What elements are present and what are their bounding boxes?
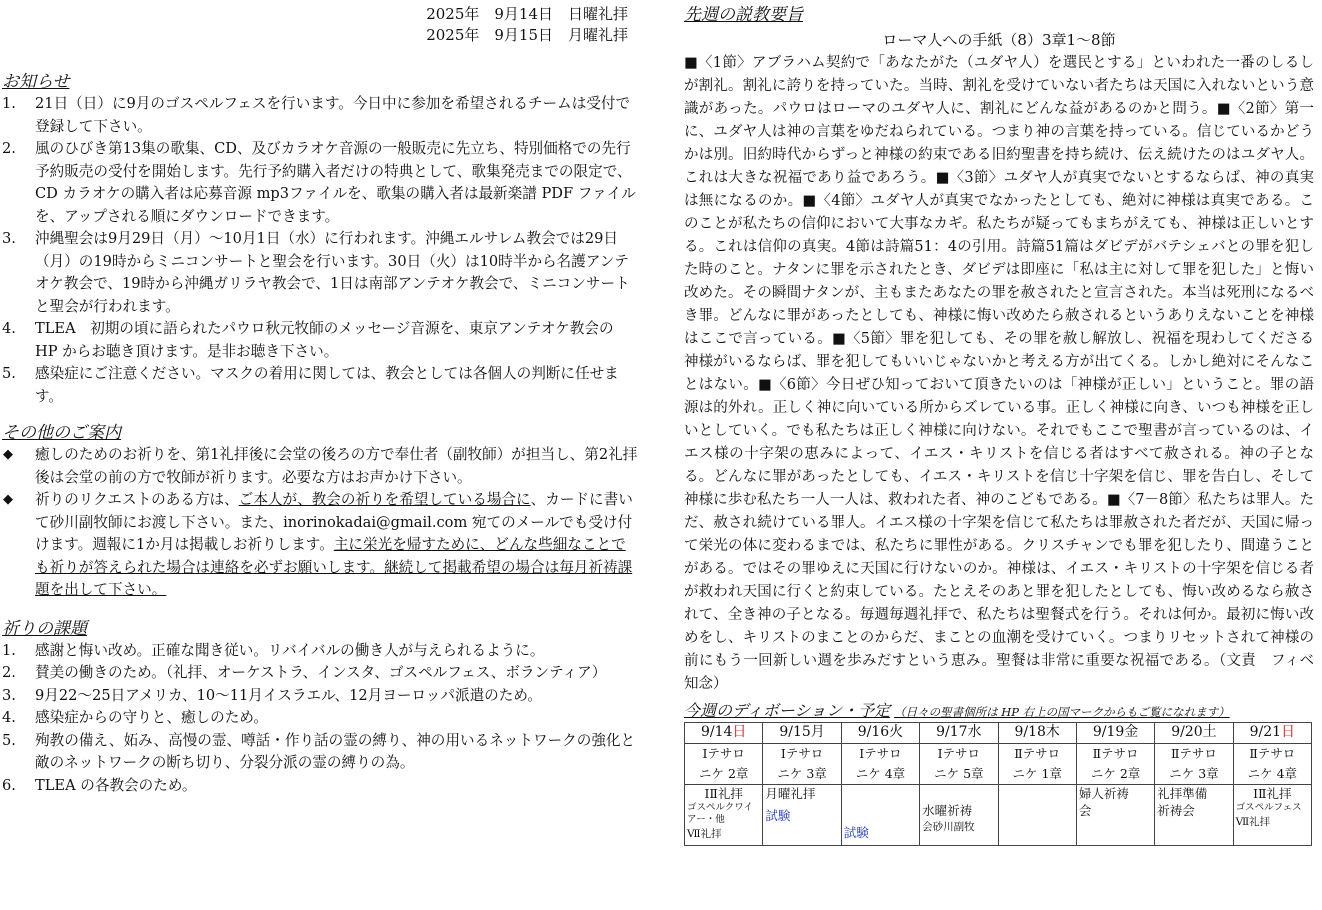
- item-text: 9月22～25日アメリカ、10～11月イスラエル、12月ヨーロッパ派遣のため。: [35, 686, 542, 704]
- devotion-schedule-table: [684, 722, 1312, 846]
- date-text: 9/17: [936, 724, 968, 740]
- date-cell: [998, 723, 1076, 744]
- date-cell: [920, 723, 998, 744]
- date-cell: [685, 723, 763, 744]
- chapter-text: ニケ 1章: [1012, 766, 1062, 781]
- list-item: [2, 138, 638, 228]
- weekday-text: 日: [732, 724, 747, 740]
- scripture-cell: [998, 744, 1076, 785]
- date-cell: [763, 723, 841, 744]
- scripture-cell: [841, 744, 919, 785]
- item-text: 21日（日）に9月のゴスペルフェスを行います。今日中に参加を希望されるチームは受付で登録して下さい。: [35, 95, 631, 135]
- weekday-text: 土: [1202, 724, 1217, 740]
- list-item: [2, 489, 638, 602]
- event-cell: [841, 785, 919, 846]
- weekday-text: 金: [1124, 724, 1139, 740]
- event-cell: [998, 785, 1076, 846]
- sermon-subtitle: ローマ人への手紙（8）3章1～8節: [882, 31, 1116, 49]
- devotion-note: （日々の聖書個所は HP 右上の国マークからもご覧になれます）: [894, 705, 1230, 719]
- item-number: 2.: [2, 140, 16, 157]
- book-text: Ⅰテサロ: [859, 746, 902, 761]
- weekday-text: 火: [889, 724, 904, 740]
- date-text: 9/18: [1014, 724, 1046, 740]
- prayer-request-underlined-1: ご本人が、教会の祈りを希望している場合に: [238, 491, 531, 508]
- scripture-cell: [685, 744, 763, 785]
- event-extra: 会砂川副牧: [922, 821, 975, 833]
- scripture-cell: [1076, 744, 1154, 785]
- item-number: 5.: [2, 365, 16, 382]
- left-column: [2, 4, 638, 797]
- event-extra: 祈祷会: [1157, 803, 1195, 818]
- weekday-text: 日: [1281, 724, 1296, 740]
- item-text: TLEA の各教会のため。: [35, 776, 197, 794]
- scripture-row: [685, 744, 1312, 785]
- weekday-text: 水: [967, 724, 982, 740]
- devotion-header: [684, 698, 1314, 721]
- scripture-cell: [1155, 744, 1233, 785]
- item-text: 感染症にご注意ください。マスクの着用に関しては、教会としては各個人の判断に任せます。: [35, 365, 619, 405]
- item-number: 4.: [2, 320, 16, 337]
- event-main: 婦人祈祷: [1078, 786, 1129, 801]
- event-main: ⅠⅡ礼拝: [1253, 786, 1292, 801]
- event-cell: [920, 785, 998, 846]
- list-item: [2, 228, 638, 318]
- list-item: [2, 707, 638, 730]
- announcements-list: [2, 93, 638, 408]
- chapter-text: ニケ 4章: [855, 766, 906, 781]
- prayer-request-text-b: 、カードに書いて砂川副牧師にお渡し下さい。また、inorinokadai@gmail.com 宛てのメールでも受け付けます。週報に1か月は掲載しお祈りします。: [35, 491, 633, 553]
- sermon-summary-text: ■〈1節〉アブラハム契約で「あなたがた（ユダヤ人）を選民とする」といわれた一番のしるしが割礼。割礼に誇りを持っていた。当時、割礼を受けていない者たちは天国に入れないという意識があった。パウロはローマのユダヤ人に、割礼にどんな益があるのかと問う。■〈2節〉第一に、ユダヤ人は神の言葉をゆだねられている。つまり神の言葉を持っている。信じているかどうかは別。旧約時代からずっと神様の約束である旧約聖書を持ち続け、伝え続けたのはユダヤ人。これは大きな祝福であり益であろう。■〈3節〉ユダヤ人が真実でないとするならば、神の真実は無になるのか。■〈4節〉ユダヤ人が真実でなかったとしても、絶対に神様は真実である。このことが私たちの信仰において大事なカギ。私たちが疑ってもまちがえても、神様は正しいとする。これは信仰の真実。4節は詩篇51：4の引用。詩篇51篇はダビデがバテシェバとの罪を犯した時のこと。ナタンに罪を示されたとき、ダビデは即座に「私は主に対して罪を犯した」と悔い改めた。その瞬間ナタンが、主もまたあなたの罪を赦されたと宣言された。本当は死刑になるべき罪。どんなに罪があったとしても、神様に悔い改めたら赦されるというありえないことを神様はここで言っている。■〈5節〉罪を犯しても、その罪を赦し解放し、祝福を現わしてくださる神様がいるならば、罪を犯してもいいじゃないかと考える方が出てくる。しかし絶対にそんなことはない。■〈6節〉今日ぜひ知っておいて頂きたいのは「神様が正しい」ということ。罪の語源は的外れ。正しく神に向いている所からズレている事。正しく神様に向き、いつも神様を正しいとしていく。でも私たちは正しく神様に向けない。それでもここで聖書が言っているのは、イエス様の十字架の恵みによって、イエス・キリストを信じる者はすべて赦される。神の子となる。どんなに罪があったとしても、イエス・キリストを信じ十字架を信じ、罪を告白し、そして神様に歩む私たち一人一人は、救われた者、神のこどもである。■〈7－8節〉私たちは罪人。ただ、赦され続けている罪人。イエス様の十字架を信じて私たちは罪赦された者だが、天国に帰って栄光の体に変わるまでは、私たちに罪性がある。クリスチャンでも罪を犯したり、間違うことがある。ではその罪ゆえに天国に行けないのか。神様は、イエス・キリストの十字架を信じる者が救われ天国に行くと約束している。たとえそのあと罪を犯したとしても、悔い改めるなら赦されて、全き神の子となる。毎週毎週礼拝で、私たちは聖餐式を行う。それは何か。最初に悔い改めをし、キリストのまことのからだ、まことの血潮を受けていく。つまりリセットされて神様の前にもう一回新しい週を歩みだすという恵み。聖餐は非常に重要な祝福である。（文責 フィベ知念）: [684, 55, 1314, 692]
- item-number: 4.: [2, 709, 16, 726]
- chapter-text: ニケ 3章: [1169, 766, 1219, 781]
- item-text: 感謝と悔い改め。正確な聞き従い。リバイバルの働き人が与えられるように。: [35, 641, 545, 659]
- list-item: [2, 685, 638, 708]
- list-item: [2, 444, 638, 489]
- item-number: 3.: [2, 230, 16, 247]
- devotion-title: 今週のディボーション・予定: [684, 701, 891, 720]
- book-text: Ⅱテサロ: [1170, 746, 1217, 761]
- item-number: 5.: [2, 731, 16, 749]
- healing-prayer-text: 癒しのためのお祈りを、第1礼拝後に会堂の後ろの方で奉仕者（副牧師）が担当し、第2礼拝後は会堂の前の方で牧師が祈ります。必要な方はお声かけ下さい。: [35, 446, 638, 486]
- event-detail: ゴスペルフェス: [1235, 802, 1302, 813]
- diamond-bullet-icon: ◆: [3, 447, 13, 462]
- event-extra: Ⅶ礼拝: [687, 828, 722, 840]
- list-item: [2, 775, 638, 798]
- event-main: ⅠⅡ礼拝: [704, 786, 743, 801]
- chapter-text: ニケ 2章: [1090, 766, 1141, 781]
- list-item: [2, 640, 638, 663]
- date-text: 9/21: [1249, 724, 1282, 740]
- item-text: 賛美の働きのため。（礼拝、オーケストラ、インスタ、ゴスペルフェス、ボランティア）: [35, 664, 607, 681]
- prayer-request-text-a: 祈りのリクエストのある方は、: [35, 491, 239, 508]
- event-extra: Ⅶ礼拝: [1235, 816, 1271, 828]
- service-dates: [2, 4, 638, 46]
- date-text: 9/16: [857, 724, 890, 740]
- event-cell: [763, 785, 841, 846]
- prayer-request-underlined-2: 主に栄光を帰すために、どんな些細なことでも祈りが答えられた場合は連絡を必ずお願いします。継続して掲載希望の場合は毎月祈祷課題を出して下さい。: [35, 536, 633, 598]
- date-text: 9/15: [779, 724, 811, 740]
- event-exam: 試験: [765, 808, 791, 823]
- date-text: 9/19: [1092, 724, 1125, 740]
- other-info-title: その他のご案内: [2, 423, 121, 443]
- events-row: [685, 785, 1312, 846]
- list-item: [2, 93, 638, 138]
- item-text: 感染症からの守りと、癒しのため。: [35, 709, 268, 726]
- date-line-monday: 2025年 9月15日 月曜礼拝: [426, 26, 628, 44]
- date-text: 9/20: [1171, 724, 1203, 740]
- sermon-section-title: 先週の説教要旨: [684, 5, 803, 25]
- item-number: 6.: [2, 776, 16, 794]
- prayer-topics-title: 祈りの課題: [2, 618, 87, 639]
- chapter-text: ニケ 4章: [1247, 766, 1298, 781]
- announcements-title: お知らせ: [2, 72, 70, 92]
- list-item: [2, 730, 638, 775]
- list-item: [2, 318, 638, 363]
- item-number: 1.: [2, 95, 16, 112]
- book-text: Ⅱテサロ: [1014, 746, 1061, 761]
- event-cell: [1076, 785, 1154, 846]
- weekday-text: 木: [1045, 724, 1060, 740]
- event-main: 月曜礼拝: [765, 786, 816, 801]
- book-text: Ⅱテサロ: [1092, 746, 1139, 761]
- book-text: Ⅱテサロ: [1249, 746, 1296, 761]
- item-number: 3.: [2, 686, 16, 704]
- list-item: [2, 363, 638, 408]
- other-info-list: [2, 444, 638, 602]
- event-cell: [1155, 785, 1233, 846]
- list-item: [2, 662, 638, 685]
- event-cell: [1233, 785, 1311, 846]
- event-cell: [685, 785, 763, 846]
- weekday-text: 月: [810, 724, 825, 740]
- item-text: TLEA 初期の頃に語られたパウロ秋元牧師のメッセージ音源を、東京アンテオケ教会の HP からお聴き頂けます。是非お聴き下さい。: [35, 320, 614, 360]
- date-text: 9/14: [700, 724, 733, 740]
- scripture-cell: [920, 744, 998, 785]
- book-text: Ⅰテサロ: [937, 746, 981, 761]
- date-cell: [1155, 723, 1233, 744]
- prayer-topics-list: [2, 640, 638, 798]
- event-extra: 会: [1078, 803, 1092, 818]
- book-text: Ⅰテサロ: [702, 746, 745, 761]
- chapter-text: ニケ 5章: [934, 766, 984, 781]
- event-main: 水曜祈祷: [922, 803, 973, 818]
- scripture-cell: [1233, 744, 1311, 785]
- item-number: 1.: [2, 641, 16, 659]
- event-main: 礼拝準備: [1157, 786, 1208, 801]
- item-text: 風のひびき第13集の歌集、CD、及びカラオケ音源の一般販売に先立ち、特別価格での先行予約販売の受付を開始します。先行予約購入者だけの特典として、歌集発売までの限定で、CD カラオケの購入者は応募音源 mp3ファイルを、歌集の購入者は最新楽譜 PDF ファイルを、アップされる順にダウンロードできます。: [35, 140, 636, 225]
- date-row: [685, 723, 1312, 744]
- chapter-text: ニケ 2章: [698, 766, 749, 781]
- date-line-sunday: 2025年 9月14日 日曜礼拝: [426, 5, 628, 23]
- right-column: [684, 4, 1314, 846]
- item-text: 沖縄聖会は9月29日（月）～10月1日（水）に行われます。沖縄エルサレム教会では29日（月）の19時からミニコンサートと聖会を行います。30日（火）は10時半から名護アンテオケ教会で、19時から沖縄ガリラヤ教会で、1日は南部アンテオケ教会で、ミニコンサートと聖会が行われます。: [35, 230, 630, 315]
- chapter-text: ニケ 3章: [777, 766, 827, 781]
- event-exam: 試験: [843, 825, 869, 840]
- item-text: 殉教の備え、妬み、高慢の霊、噂話・作り話の霊の縛り、神の用いるネットワークの強化と敵のネットワークの断ち切り、分裂分派の霊の縛りの為。: [35, 731, 636, 771]
- event-detail: ゴスペルクワイアー・他: [687, 802, 754, 825]
- diamond-bullet-icon: ◆: [3, 492, 13, 507]
- date-cell: [841, 723, 919, 744]
- scripture-cell: [763, 744, 841, 785]
- item-number: 2.: [2, 664, 16, 681]
- date-cell: [1233, 723, 1311, 744]
- date-cell: [1076, 723, 1154, 744]
- book-text: Ⅰテサロ: [780, 746, 824, 761]
